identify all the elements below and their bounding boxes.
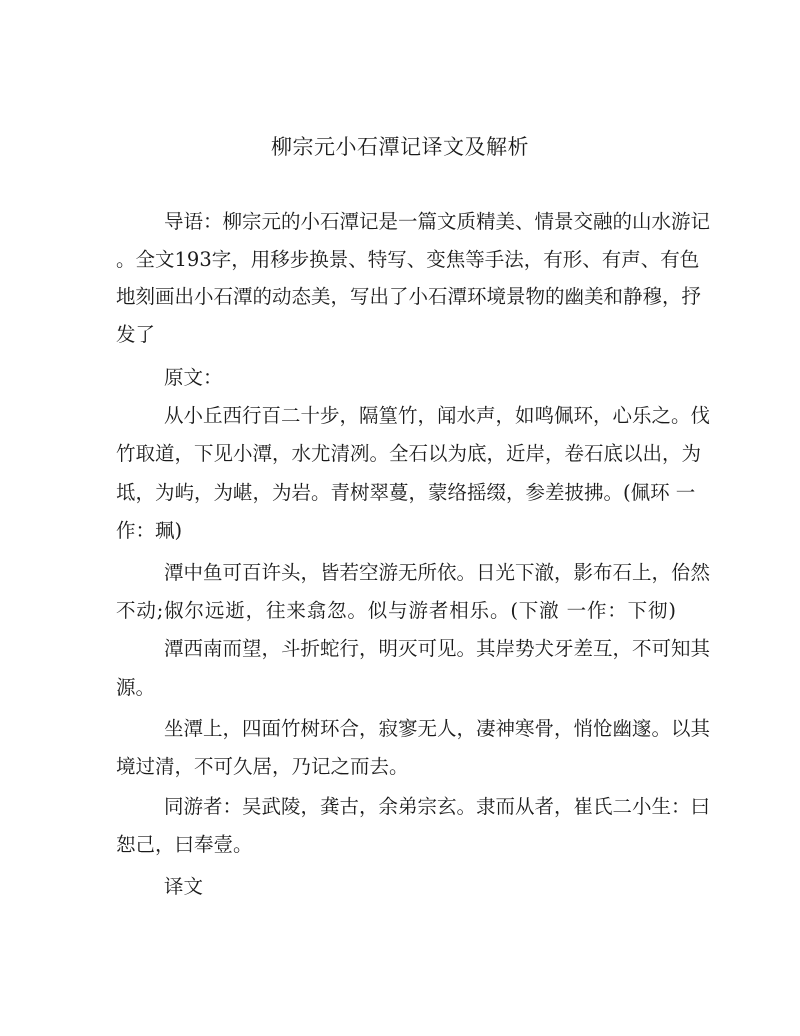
paragraph-4-line-2: 境过清，不可久居，乃记之而去。 <box>116 755 409 778</box>
paragraph-5-line-2: 恕己，曰奉壹。 <box>116 833 253 856</box>
paragraph-3-line-2: 源。 <box>116 676 156 699</box>
paragraph-1-line-1: 从小丘西行百二十步，隔篁竹，闻水声，如鸣佩环，心乐之。伐 <box>164 404 711 427</box>
paragraph-2-line-1: 潭中鱼可百许头，皆若空游无所依。日光下澈，影布石上，佁然 <box>164 561 711 584</box>
paragraph-4-line-1: 坐潭上，四面竹树环合，寂寥无人，凄神寒骨，悄怆幽邃。以其 <box>164 717 711 740</box>
paragraph-1-line-3: 坻，为屿，为嵁，为岩。青树翠蔓，蒙络摇缀，参差披拂。(佩环 一 <box>116 481 696 504</box>
paragraph-2-line-2: 不动;俶尔远逝，往来翕忽。似与游者相乐。(下澈 一作：下彻) <box>116 599 676 622</box>
paragraph-5-line-1: 同游者：吴武陵，龚古，余弟宗玄。隶而从者，崔氏二小生：曰 <box>164 795 711 818</box>
paragraph-3-line-1: 潭西南而望，斗折蛇行，明灭可见。其岸势犬牙差互，不可知其 <box>164 637 711 660</box>
document-title: 柳宗元小石潭记译文及解析 <box>271 135 529 159</box>
intro-line-3: 地刻画出小石潭的动态美，写出了小石潭环境景物的幽美和静穆，抒 <box>116 285 702 308</box>
paragraph-1-line-2: 竹取道，下见小潭，水尤清冽。全石以为底，近岸，卷石底以出，为 <box>116 442 702 465</box>
intro-line-2: 。全文193字，用移步换景、特写、变焦等手法，有形、有声、有色 <box>116 248 700 271</box>
translation-heading: 译文 <box>164 875 204 898</box>
paragraph-1-line-4: 作：珮) <box>116 519 183 542</box>
original-heading: 原文： <box>164 366 223 389</box>
intro-line-4: 发了 <box>116 323 156 346</box>
intro-line-1: 导语：柳宗元的小石潭记是一篇文质精美、情景交融的山水游记 <box>164 210 711 233</box>
